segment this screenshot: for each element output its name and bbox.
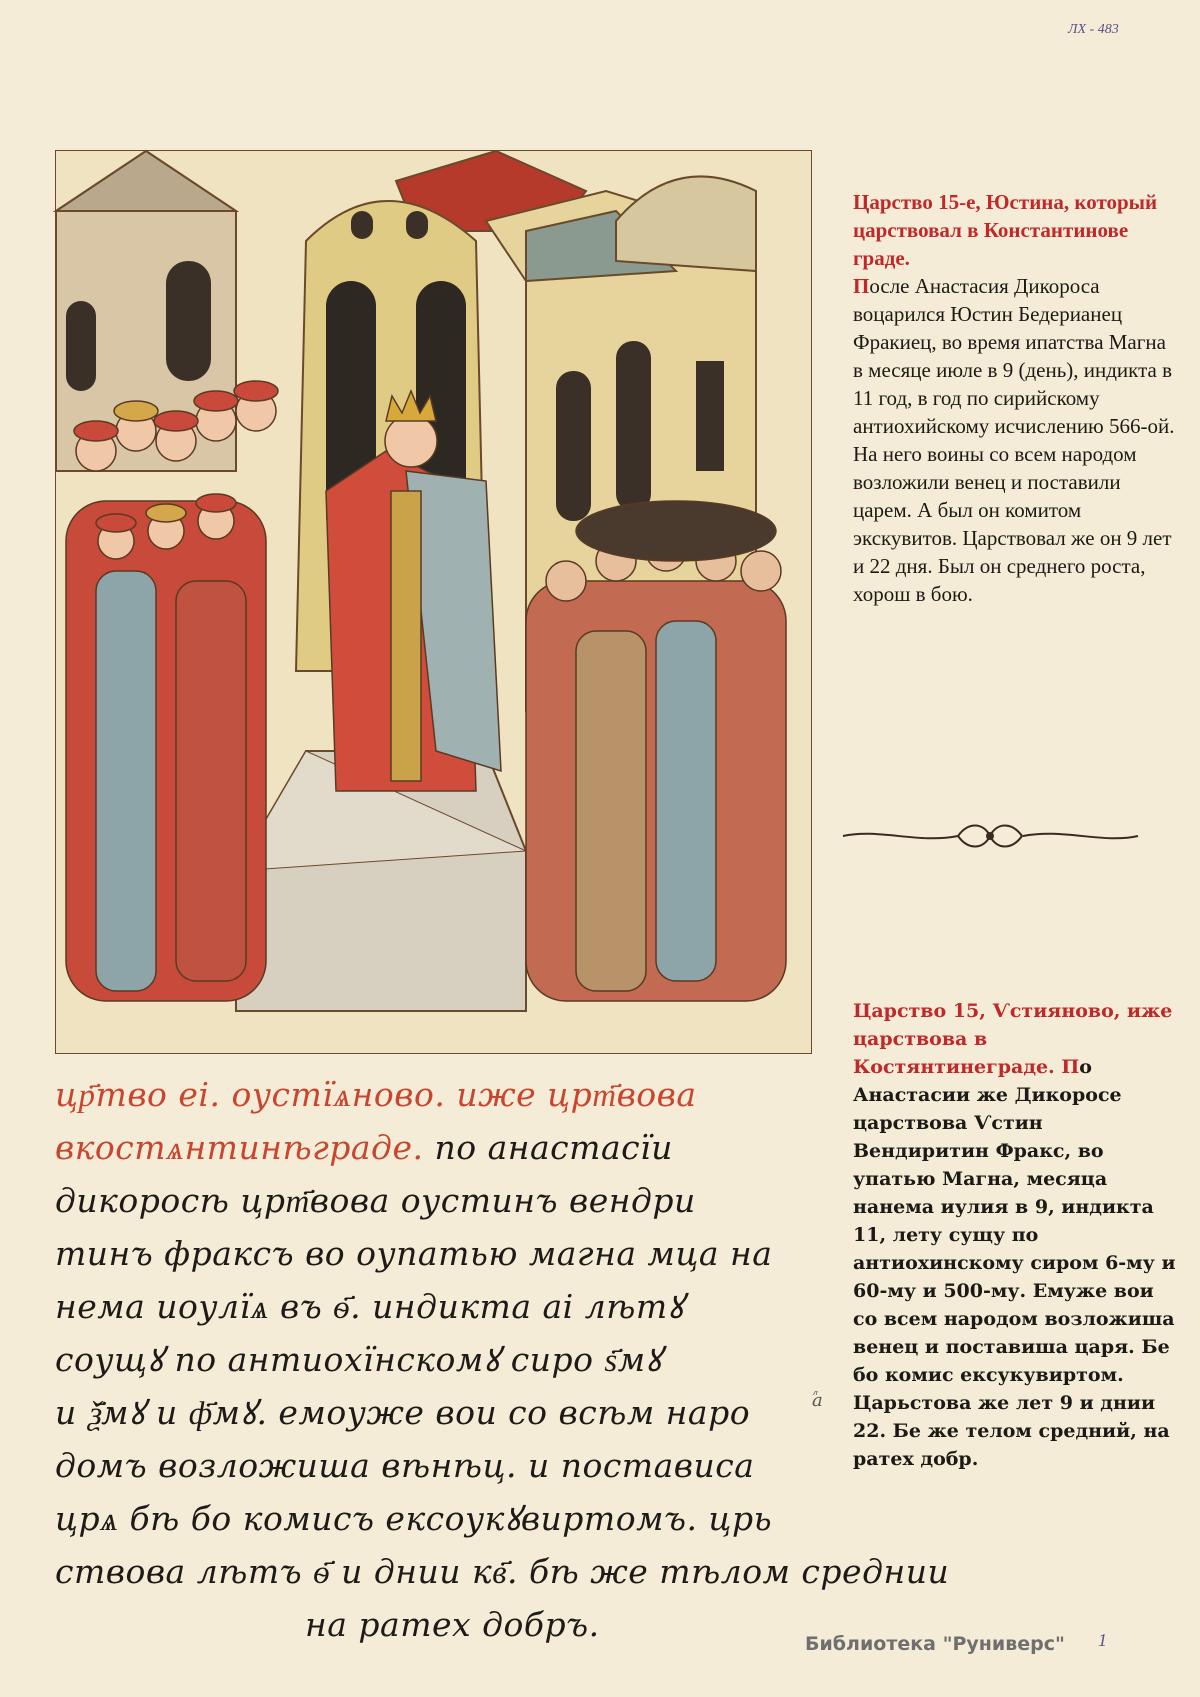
slavonic-initial: П [1061,1056,1080,1078]
manuscript-line: ствова лѣтъ ѳ҃ и днии кв҃. бѣ же тѣлом среднии [55,1552,950,1591]
coronation-miniature [55,150,812,1054]
modern-heading: Царство 15-е, Юстина, который царствовал в Константинове граде. [853,190,1158,270]
slavonic-body: о Анастасии же Дикоросе царствова Ѵстин Вендиритин Фракс, во упатью Магна, месяца нанема иулия в 9, индикта 11, лету сущу по антиохинскому сиром 6-му и 60-му и 500-му. Емуже вои со всем народом возложиша венец и поставиша царя. Бе бо комис ексукувиртом. Царьстова же лет 9 и днии 22. Бе же телом средний, на ратех добр. [853,1056,1176,1470]
slavonic-transcription [853,997,1183,1473]
manuscript-line: тинъ фраксъ во оупатью магна мца на [55,1234,773,1273]
margin-note: ⷧа [812,1390,823,1411]
page-number: 1 [1098,1630,1107,1650]
manuscript-line: и ѯ҃мꙋ и ф҃мꙋ. емоуже вои со всѣм наро [55,1393,751,1432]
manuscript-line: црѧ бѣ бо комисъ ексоукꙋвиртомъ. црь [55,1499,773,1538]
manuscript-line: соущꙋ по антиохїнскомꙋ сиро ѕ҃мꙋ [55,1340,662,1379]
manuscript-text [55,1068,950,1651]
modern-translation [853,188,1178,608]
library-footer: Библиотека "Руниверс" [805,1633,1065,1655]
modern-body: осле Анастасия Дикороса воцарился Юстин Бедерианец Фракиец, во время ипатства Магна в месяце июле в 9 (день), индикта в 11 год, в год по сирийскому антиохийскому исчислению 566-ой. На него воины со всем народом возложили венец и поставили царем. А был он комитом экскувитов. Царствовал же он 9 лет и 22 дня. Был он среднего роста, хорош в бою. [853,274,1175,606]
manuscript-line: домъ возложиша вѣнѣц. и постависа [55,1446,755,1485]
manuscript-line [55,1121,845,1174]
manuscript-line: дикоросѣ црт҃вова оустинъ вендри [55,1181,696,1220]
ornament-divider [838,818,1143,854]
manuscript-line: нема иоулїѧ въ ѳ҃. индикта аі лѣтꙋ [55,1287,684,1326]
manuscript-fragment: по анастасїи [423,1128,673,1167]
manuscript-red-fragment: вкостѧнтинѣграде. [55,1128,424,1167]
modern-initial: П [853,274,870,298]
manuscript-line: на ратех добръ. [305,1605,600,1644]
page-reference: ЛХ - 483 [1068,22,1119,37]
slavonic-heading: Царство 15, Ѵстияново, иже царствова в Костянтинеграде. [853,1000,1173,1078]
manuscript-line: цр҃тво еі. оустїѧново. иже црт҃вова [55,1075,697,1114]
